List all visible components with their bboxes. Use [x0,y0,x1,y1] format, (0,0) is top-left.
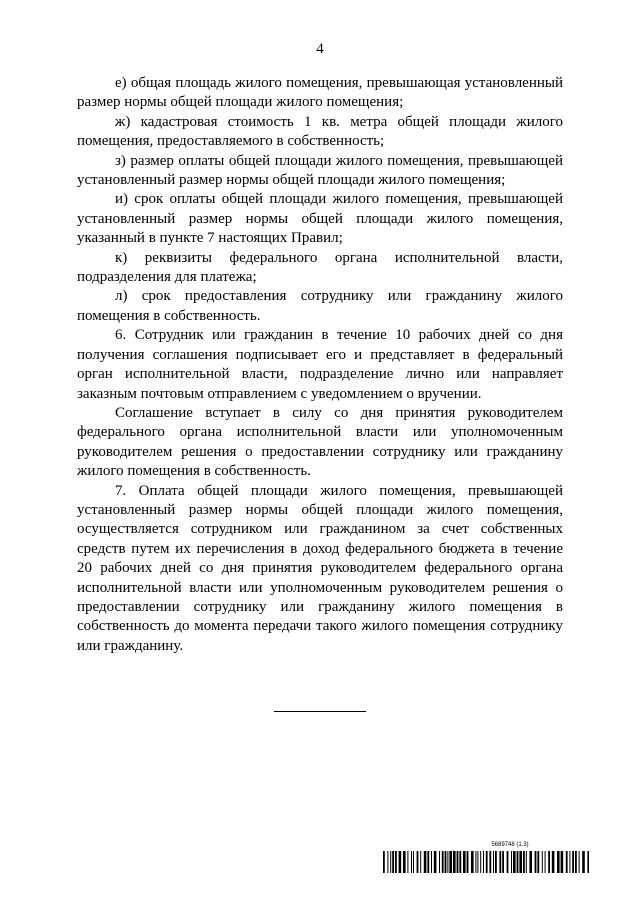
paragraph-clause-6: 6. Сотрудник или гражданин в течение 10 рабочих дней со дня получения соглашения подписывает его и представляет в федеральный орган исполнительной власти, подразделение лично или направляет заказным почтовым отправлением с уведомлением о вручении. [77,327,563,402]
paragraph-item-i: и) срок оплаты общей площади жилого помещения, превышающей установленный размер нормы общей площади жилого помещения, указанный в пункте 7 настоящих Правил; [77,191,563,247]
document-code: 5689748 (1.3) [491,842,529,848]
end-divider [274,711,366,712]
barcode-icon [383,851,589,873]
paragraph-item-z: з) размер оплаты общей площади жилого помещения, превышающей установленный размер нормы общей площади жилого помещения; [77,152,563,189]
paragraph-item-k: к) реквизиты федерального органа исполнительной власти, подразделения для платежа; [77,249,563,286]
page-number: 4 [316,41,324,57]
paragraph-item-e: е) общая площадь жилого помещения, превышающая установленный размер нормы общей площади жилого помещения; [77,75,563,111]
paragraph-clause-7: 7. Оплата общей площади жилого помещения, превышающей установленный размер нормы общей площади жилого помещения, осуществляется сотрудником или гражданином за счет собственных средств путем их перечисления в доход федерального бюджета в течение 20 рабочих дней со дня принятия руководителем федерального органа исполнительной власти или уполномоченным руководителем решения о предоставлении сотруднику или гражданину жилого помещения в собственность до момента передачи такого жилого помещения сотруднику или гражданину. [77,482,563,654]
paragraph-agreement: Соглашение вступает в силу со дня принятия руководителем федерального органа исполнительной власти или уполномоченным руководителем решения о предоставлении сотруднику или гражданину жилого помещения в собственность. [77,404,563,480]
paragraph-item-l: л) срок предоставления сотруднику или гражданину жилого помещения в собственность. [77,288,563,324]
document-body [77,74,563,656]
paragraph-item-zh: ж) кадастровая стоимость 1 кв. метра общей площади жилого помещения, предоставляемого в собственность; [77,113,563,150]
